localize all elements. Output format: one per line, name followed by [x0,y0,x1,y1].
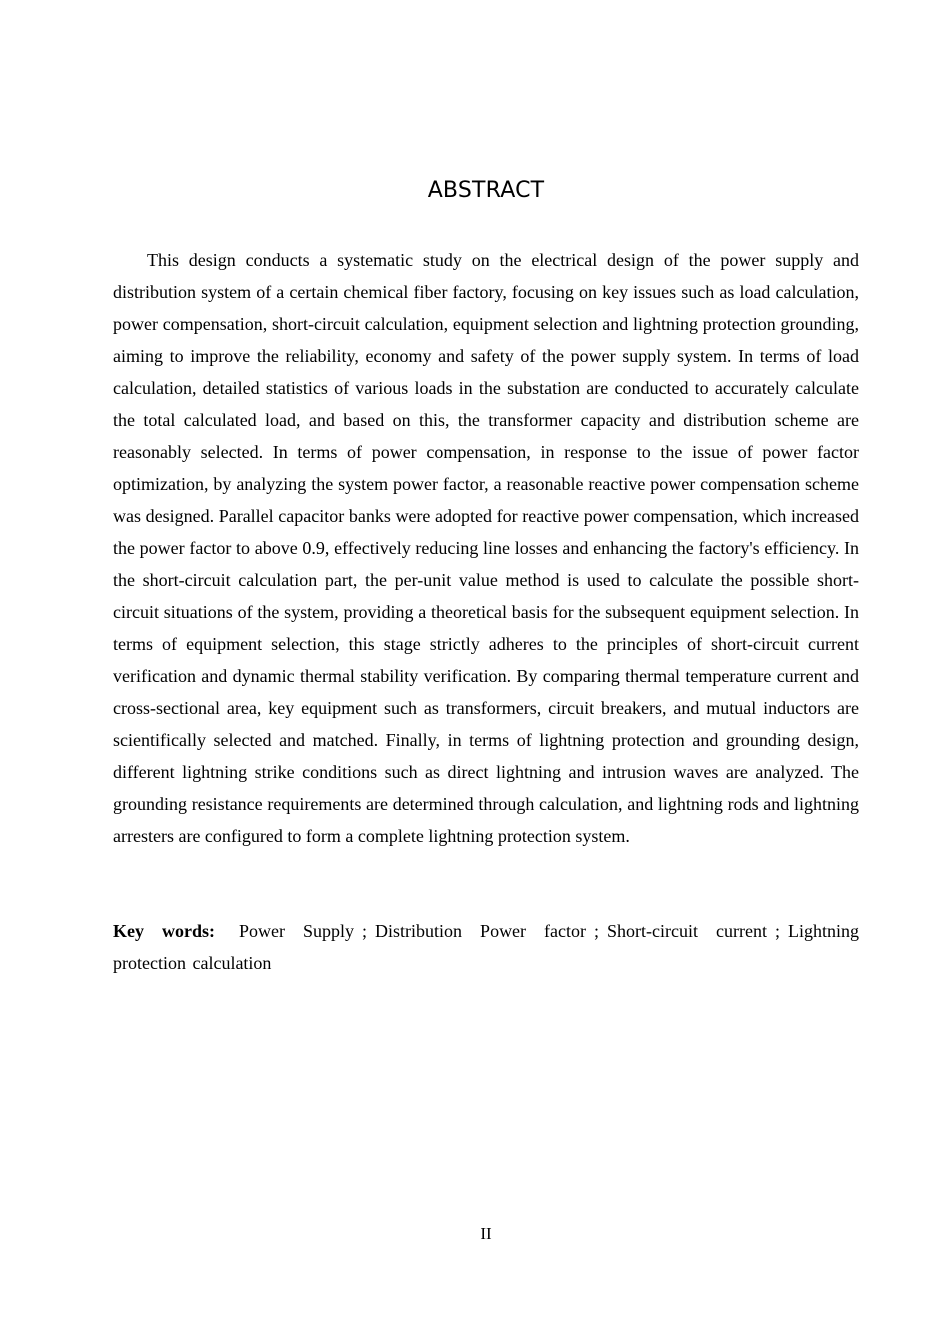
keywords-paragraph [113,915,859,979]
keywords-label: Key words: [113,921,215,941]
keyword-item: Power Supply [239,921,355,941]
abstract-title: ABSTRACT [427,178,545,203]
keyword-item: Short-circuit current [607,921,767,941]
keyword-separator: ; [775,921,781,941]
keyword-item: Distribution Power factor [375,921,587,941]
abstract-body: This design conducts a systematic study on the electrical design of the power supply and distribution system of a certain chemical fiber factory, focusing on key issues such as load calculation, power compensation, short-circuit calculation, equipment selection and lightning protection grounding, aiming to improve the reliability, economy and safety of the power supply system. In terms of load calculation, detailed statistics of various loads in the substation are conducted to accurately calculate the total calculated load, and based on this, the transformer capacity and distribution scheme are reasonably selected. In terms of power compensation, in response to the issue of power factor optimization, by analyzing the system power factor, a reasonable reactive power compensation scheme was designed. Parallel capacitor banks were adopted for reactive power compensation, which increased the power factor to above 0.9, effectively reducing line losses and enhancing the factory's efficiency. In the short-circuit calculation part, the per-unit value method is used to calculate the possible short-circuit situations of the system, providing a theoretical basis for the subsequent equipment selection. In terms of equipment selection, this stage strictly adheres to the principles of short-circuit current verification and dynamic thermal stability verification. By comparing thermal temperature current and cross-sectional area, key equipment such as transformers, circuit breakers, and mutual inductors are scientifically selected and matched. Finally, in terms of lightning protection and grounding design, different lightning strike conditions such as direct lightning and intrusion waves are analyzed. The grounding resistance requirements are determined through calculation, and lightning rods and lightning arresters are configured to form a complete lightning protection system. [113,250,859,846]
keyword-separator: ; [362,921,368,941]
keyword-item: Lightning protection calculation [113,921,860,973]
page-number: II [480,1224,492,1243]
keyword-separator: ; [594,921,600,941]
